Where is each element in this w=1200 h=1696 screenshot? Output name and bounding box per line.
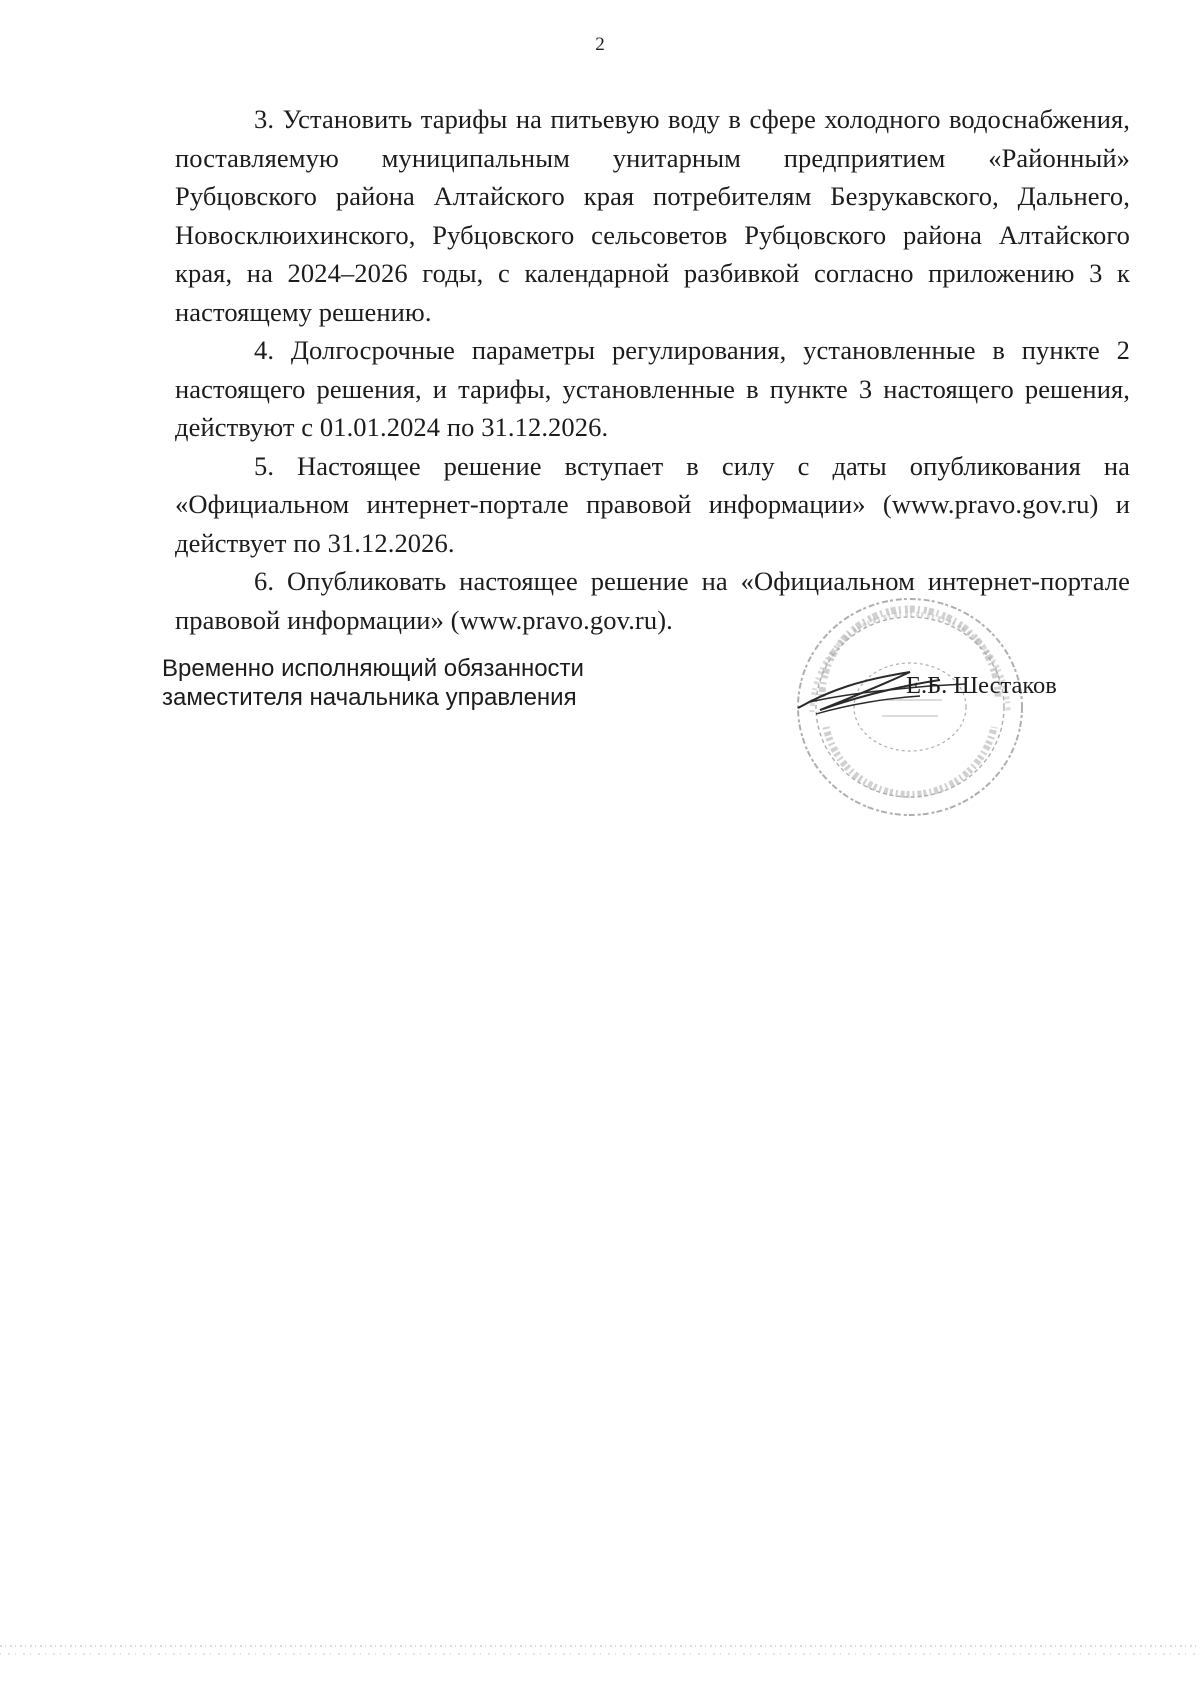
paragraph-6: 6. Опубликовать настоящее решение на «Официальном интернет-портале правовой информации» (www.pravo.gov.ru).: [175, 566, 1130, 635]
paragraph-5: 5. Настоящее решение вступает в силу с даты опубликования на «Официальном интернет-портале правовой информации» (www.pravo.gov.ru) и действует по 31.12.2026.: [175, 450, 1130, 558]
signatory-name: Е.Б. Шестаков: [906, 672, 1057, 699]
signatory-position-line-2: заместителя начальника управления: [162, 684, 577, 711]
page-number: 2: [595, 34, 605, 55]
paragraph-4: 4. Долгосрочные параметры регулирования, установленные в пункте 2 настоящего решения, и тарифы, установленные в пункте 3 настоящего решения, действуют с 01.01.2024 по 31.12.2026.: [175, 335, 1130, 442]
signatory-position: [162, 654, 584, 712]
paragraph-3: 3. Установить тарифы на питьевую воду в сфере холодного водоснабжения, поставляемую муниципальным унитарным предприятием «Районный» Рубцовского района Алтайского края потребителям Безрукавского, Дальнего, Новосклюихинского, Рубцовского сельсоветов Рубцовского района Алтайского края, на 2024–2026 годы, с календарной разбивкой согласно приложению 3 к настоящему решению.: [175, 104, 1130, 327]
scan-edge-noise: [0, 1640, 1200, 1660]
signatory-position-line-1: Временно исполняющий обязанности: [162, 655, 584, 682]
document-body: [175, 100, 1130, 639]
